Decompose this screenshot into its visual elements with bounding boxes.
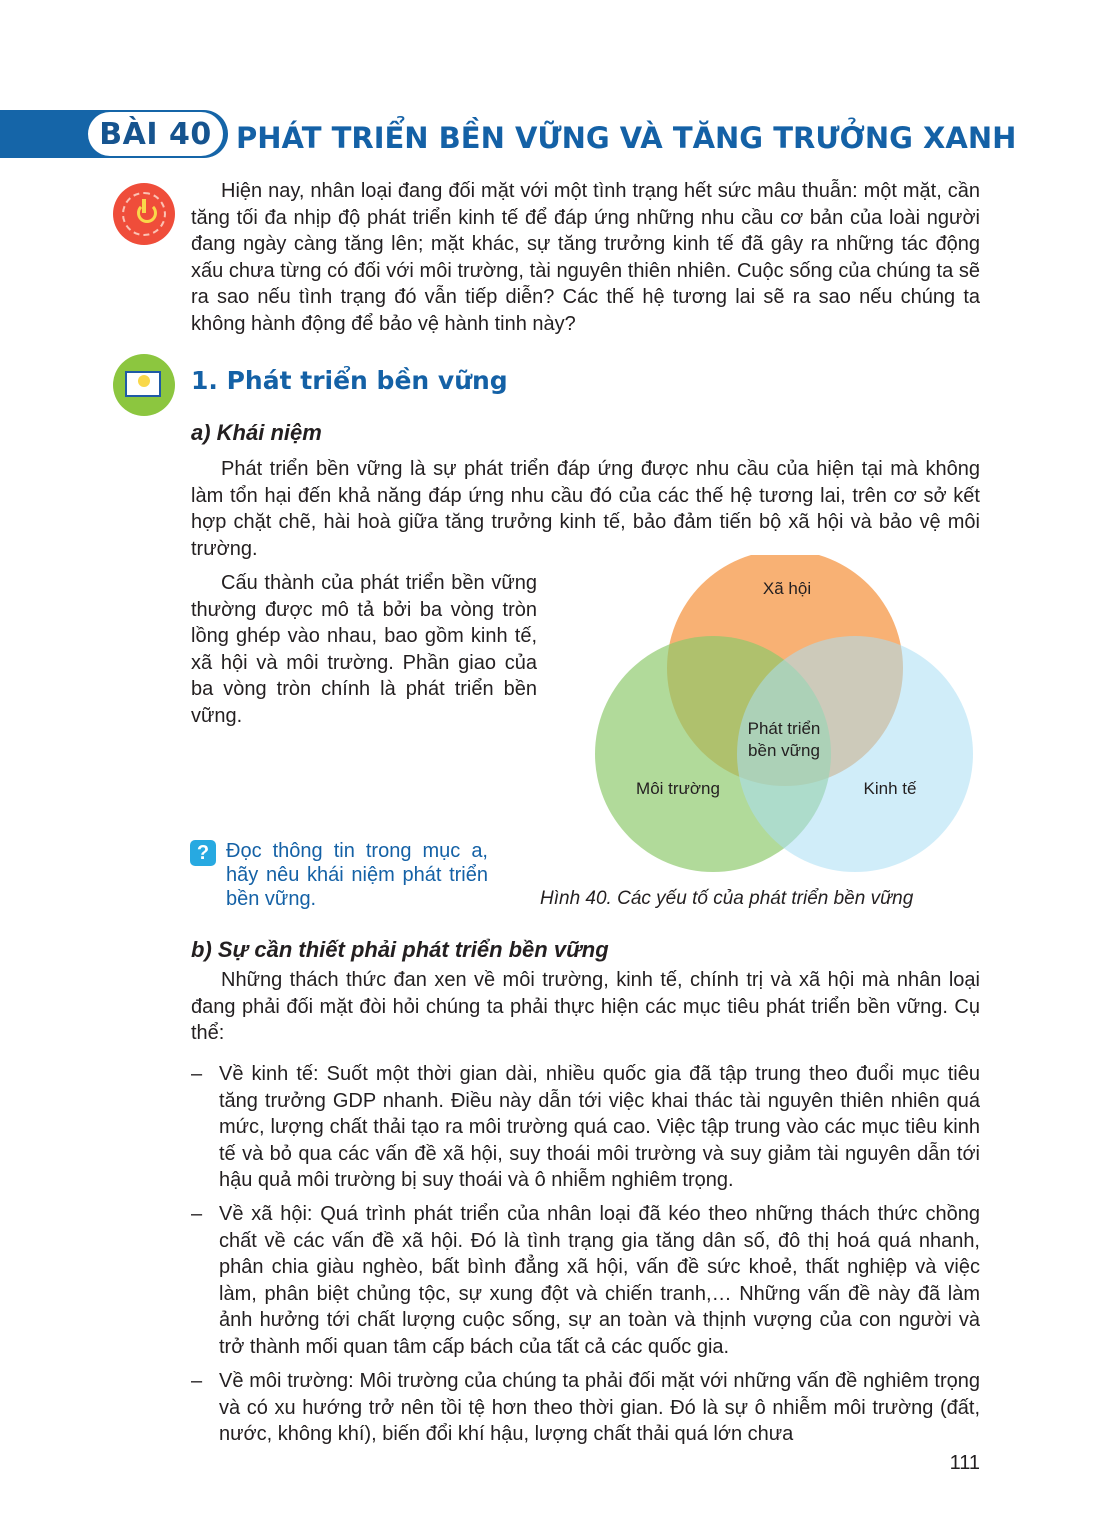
- necessity-paragraph: Những thách thức đan xen về môi trường, kinh tế, chính trị và xã hội mà nhân loại đang phải đối mặt đòi hỏi chúng ta phải thực hiện các mục tiêu phát triển bền vững. Cụ thể:: [191, 969, 980, 1044]
- label-economy: Kinh tế: [863, 779, 917, 798]
- book-lightbulb-icon: [113, 354, 175, 416]
- components-paragraph: Cấu thành của phát triển bền vững thường được mô tả bởi ba vòng tròn lồng ghép vào nhau, bao gồm kinh tế, xã hội và môi trường. Phần giao của ba vòng tròn chính là phát triển bền vững.: [191, 572, 537, 727]
- label-environment: Môi trường: [636, 779, 720, 798]
- list-item: [191, 1201, 980, 1360]
- list-dash: –: [191, 1203, 203, 1225]
- definition-paragraph: Phát triển bền vững là sự phát triển đáp ứng được nhu cầu của hiện tại mà không làm tổn hại đến khả năng đáp ứng nhu cầu đó của các thế hệ tương lai, trên cơ sở kết hợp chặt chẽ, hài hoà giữa tăng trưởng kinh tế, bảo đảm tiến bộ xã hội và bảo vệ môi trường.: [191, 458, 980, 560]
- venn-diagram: [570, 555, 980, 885]
- list-dash: –: [191, 1063, 203, 1085]
- subsection-a-heading: a) Khái niệm: [191, 420, 322, 445]
- label-center-line1: Phát triển: [747, 719, 821, 738]
- list-item-text: Về môi trường: Môi trường của chúng ta phải đối mặt với những vấn đề nghiêm trọng và có xu hướng trở nên tồi tệ hơn theo thời gian. Đó là sự ô nhiễm môi trường (đất, nước, không khí), biến đổi khí hậu, lượng chất thải quá lớn chưa: [219, 1370, 980, 1445]
- list-item-text: Về xã hội: Quá trình phát triển của nhân loại đã kéo theo những thách thức chồng chất về các vấn đề xã hội. Đó là tình trạng gia tăng dân số, đô thị hoá quá nhanh, phân chia giàu nghèo, bất bình đẳng xã hội, vấn đề sức khoẻ, thất nghiệp và việc làm, phân biệt chủng tộc, sự xung đột và chiến tranh,… Những vấn đề này đã làm ảnh hưởng tới chất lượng cuộc sống, sự an toàn và thịnh vượng của con người và trở thành mối quan tâm cấp bách của tất cả các quốc gia.: [219, 1203, 980, 1358]
- lesson-label: BÀI 40: [88, 112, 223, 156]
- figure-caption: Hình 40. Các yếu tố của phát triển bền vững: [540, 888, 914, 909]
- list-item: [191, 1368, 980, 1448]
- page-number: 111: [949, 1452, 980, 1474]
- list-item-text: Về kinh tế: Suốt một thời gian dài, nhiều quốc gia đã tập trung theo đuổi mục tiêu tăng trưởng GDP nhanh. Điều này dẫn tới việc khai thác tài nguyên thiên nhiên quá mức, lượng chất thải tạo ra môi trường quá cao. Việc tập trung vào các mục tiêu kinh tế và bỏ qua các vấn đề xã hội, suy thoái môi trường và suy giảm tài nguyên dẫn tới hậu quả môi trường bị suy thoái và ô nhiễm nghiêm trọng.: [219, 1063, 980, 1191]
- question-text: Đọc thông tin trong mục a, hãy nêu khái niệm phát triển bền vững.: [226, 840, 488, 910]
- list-item: [191, 1061, 980, 1194]
- list-dash: –: [191, 1370, 203, 1392]
- question-mark-icon: ?: [190, 840, 216, 866]
- power-start-icon: [113, 183, 175, 245]
- intro-paragraph: Hiện nay, nhân loại đang đối mặt với một tình trạng hết sức mâu thuẫn: một mặt, cần tăng tối đa nhịp độ phát triển kinh tế để đáp ứng những nhu cầu cơ bản của loài người đang ngày càng tăng lên; mặt khác, sự tăng trưởng kinh tế đã gây ra những tác động xấu chưa từng có đối với môi trường, tài nguyên thiên nhiên. Cuộc sống của chúng ta sẽ ra sao nếu tình trạng đó vẫn tiếp diễn? Các thế hệ tương lai sẽ ra sao nếu chúng ta không hành động để bảo vệ hành tinh này?: [191, 180, 980, 335]
- label-social: Xã hội: [762, 579, 812, 598]
- lesson-title: PHÁT TRIỂN BỀN VỮNG VÀ TĂNG TRƯỞNG XANH: [236, 121, 1017, 155]
- subsection-b-heading: b) Sự cần thiết phải phát triển bền vững: [191, 937, 609, 962]
- section-heading: 1. Phát triển bền vững: [191, 366, 508, 395]
- label-center-line2: bền vững: [748, 741, 820, 760]
